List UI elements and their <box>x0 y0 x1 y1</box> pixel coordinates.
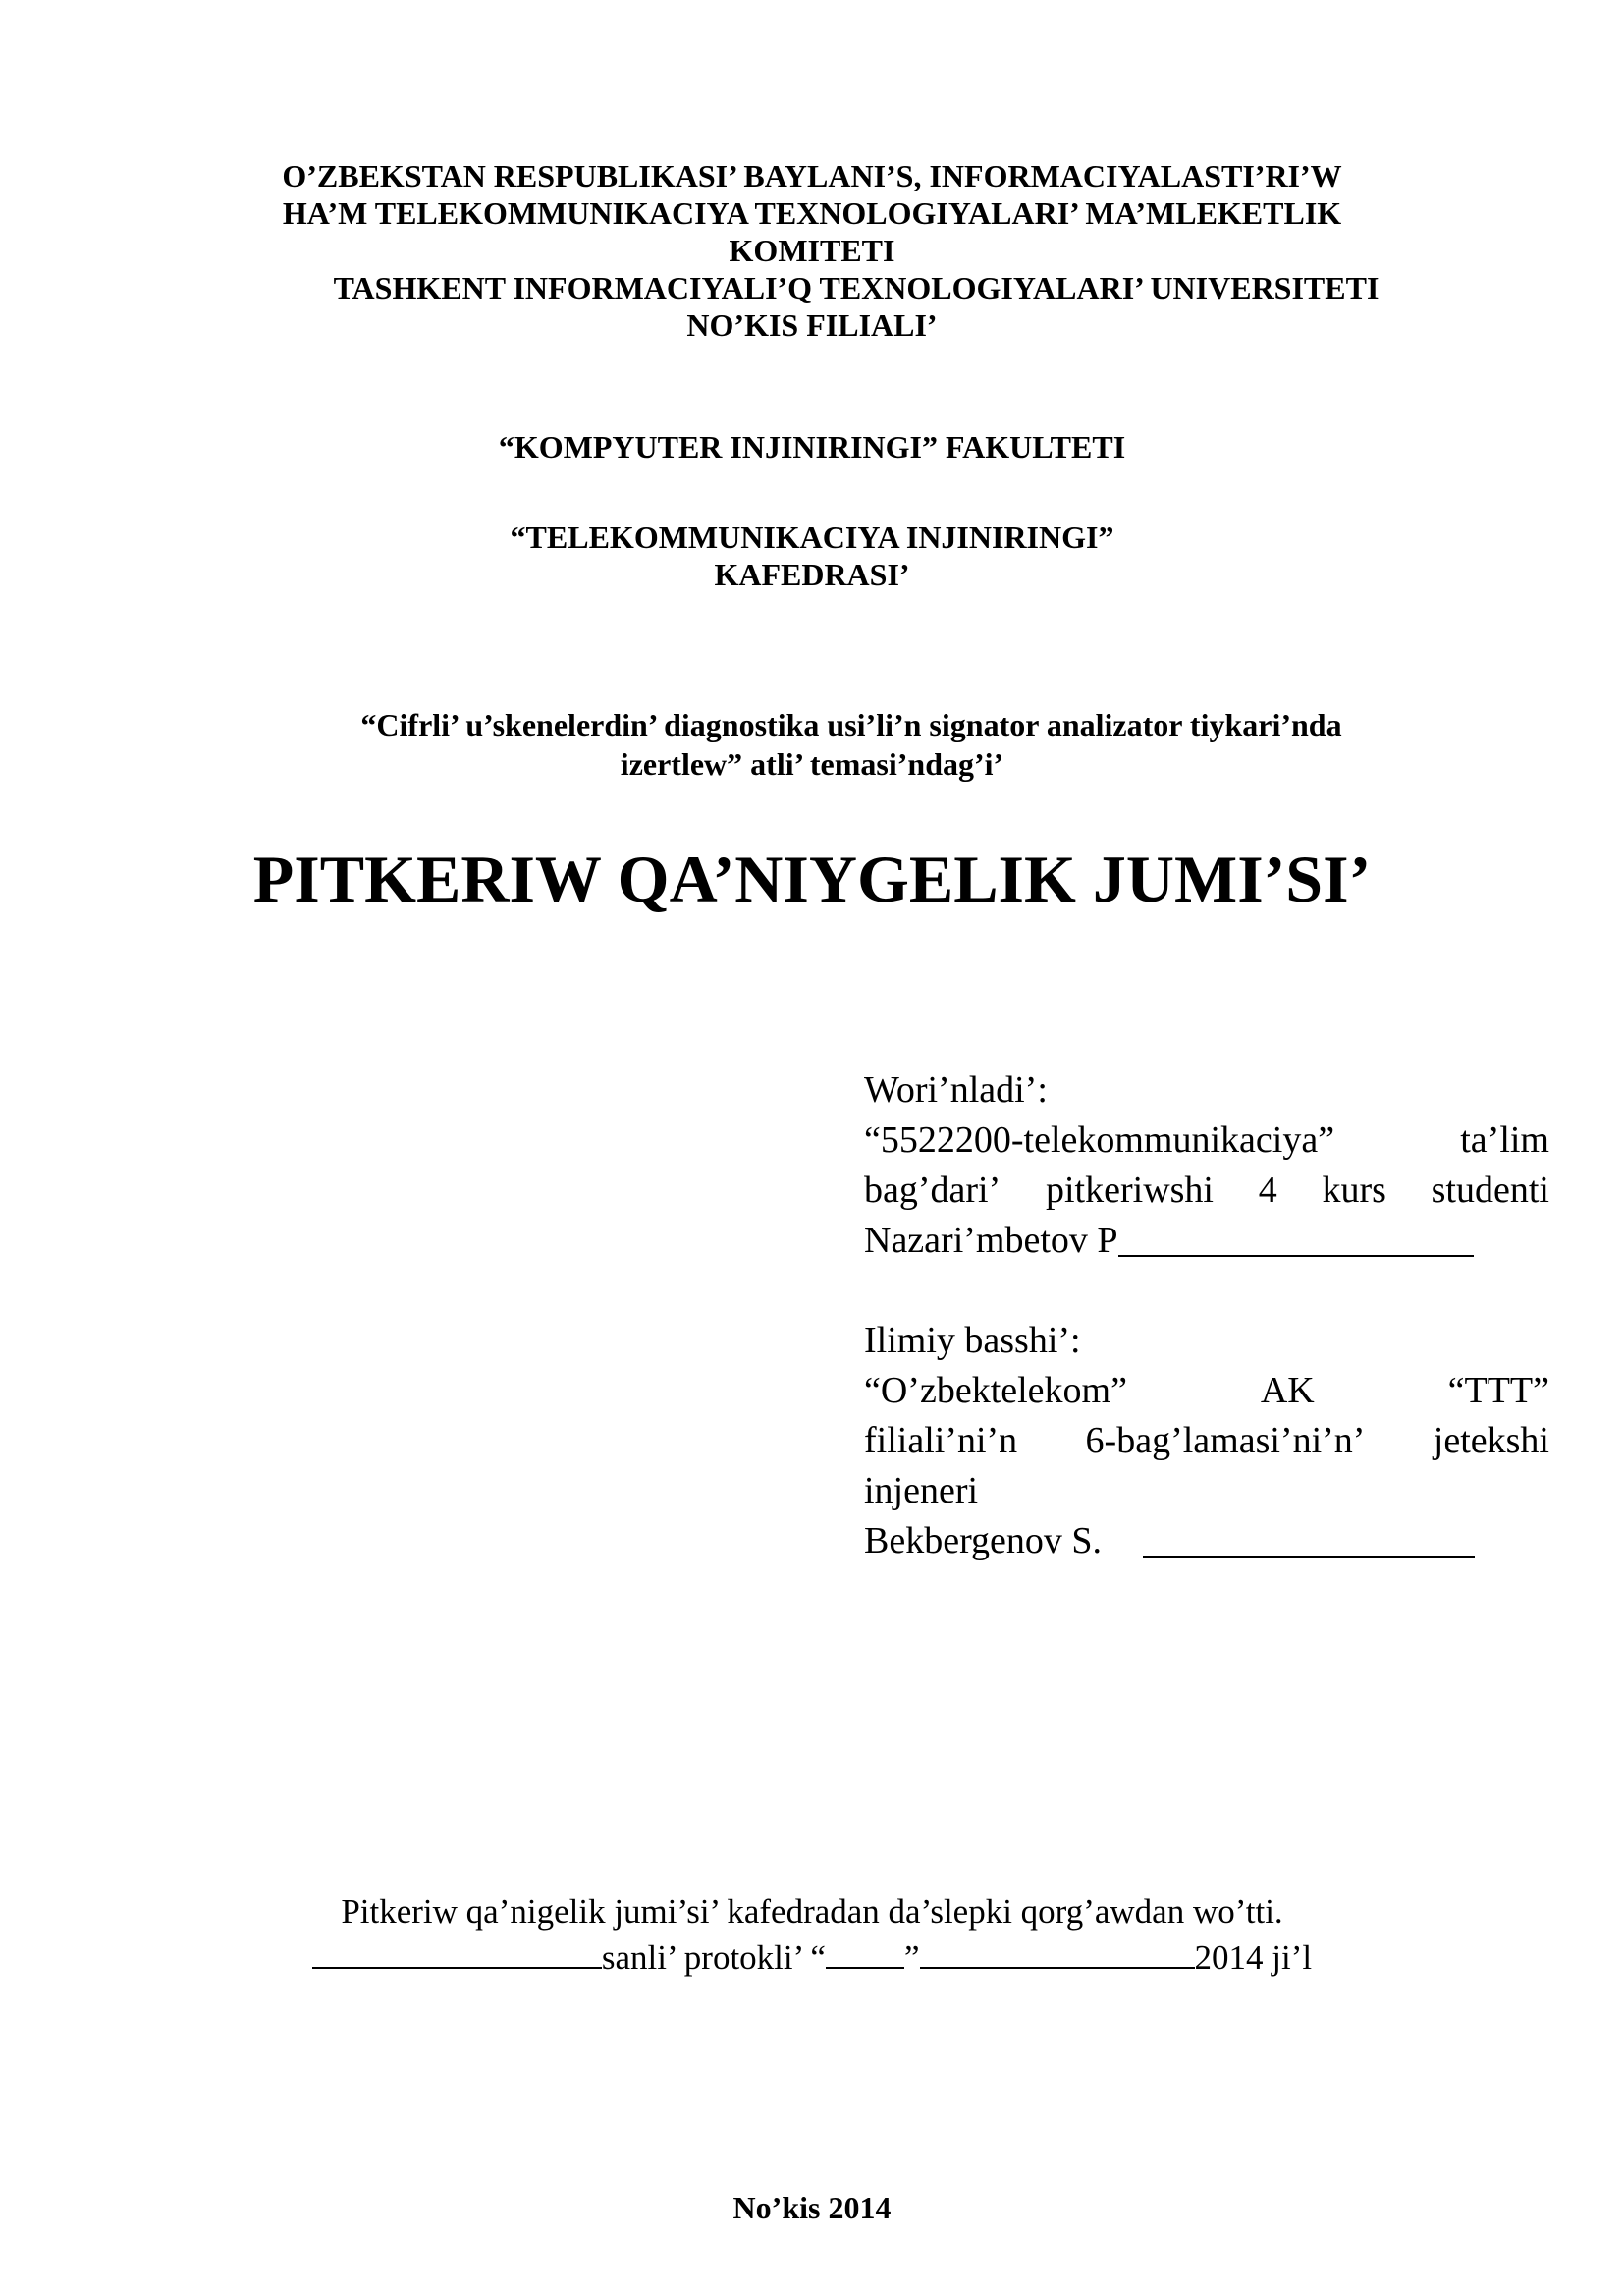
place-year: No’kis 2014 <box>732 2190 892 2225</box>
org-type: AK <box>1260 1370 1315 1411</box>
branch-word-3: jetekshi <box>1433 1420 1549 1461</box>
ministry-header <box>0 157 1624 344</box>
defense-note <box>0 1890 1624 1980</box>
document-title: PITKERIW QA’NIYGELIK JUMI’SI’ <box>252 842 1372 916</box>
supervisor-role-line: injeneri <box>864 1470 979 1511</box>
protocol-number-blank <box>312 1934 602 1969</box>
department-line-2: KAFEDRASI’ <box>714 557 910 592</box>
author-block <box>864 1066 1549 1266</box>
supervisor-org-line <box>864 1366 1549 1416</box>
faculty-name: “KOMPYUTER INJINIRINGI” FAKULTETI <box>498 429 1126 465</box>
topic-line-2: izertlew” atli’ temasi’ndag’i’ <box>620 746 1004 782</box>
protocol-year: 2014 ji’l <box>1194 1939 1313 1977</box>
supervisor-branch-line <box>864 1416 1549 1466</box>
supervisor-name: Bekbergenov S. <box>864 1520 1103 1561</box>
protocol-quote-close: ” <box>903 1939 920 1977</box>
author-course-line <box>864 1166 1549 1216</box>
branch-word-2: 6-bag’lamasi’ni’n’ <box>1085 1420 1366 1461</box>
supervisor-block <box>864 1316 1549 1566</box>
protocol-label: sanli’ protokli’ “ <box>601 1939 826 1977</box>
supervisor-heading: Ilimiy basshi’: <box>864 1320 1081 1361</box>
author-name: Nazari’mbetov P <box>864 1220 1118 1261</box>
topic-line-1: “Cifrli’ u’skenelerdin’ diagnostika usi’li’n signator analizator tiykari’nda <box>360 707 1342 742</box>
header-line-5: NO’KIS FILIALI’ <box>686 307 938 343</box>
protocol-day-blank <box>826 1934 904 1969</box>
department-line-1: “TELEKOMMUNIKACIYA INJINIRINGI” <box>510 519 1114 555</box>
header-line-1: O’ZBEKSTAN RESPUBLIKASI’ BAYLANI’S, INFORMACIYALASTI’RI’W <box>282 158 1342 193</box>
author-heading: Wori’nladi’: <box>864 1069 1048 1111</box>
course-word-3: kurs <box>1322 1170 1386 1211</box>
course-number: 4 <box>1258 1170 1277 1211</box>
department-name <box>0 519 1624 593</box>
author-program-line <box>864 1116 1549 1166</box>
thesis-topic <box>0 705 1624 784</box>
protocol-line <box>0 1934 1624 1980</box>
header-line-4: TASHKENT INFORMACIYALI’Q TEXNOLOGIYALARI’ UNIVERSITETI <box>333 270 1380 305</box>
org-branch: “TTT” <box>1447 1370 1549 1411</box>
header-line-3: KOMITETI <box>729 233 895 268</box>
program-word: ta’lim <box>1460 1120 1549 1161</box>
defense-line: Pitkeriw qa’nigelik jumi’si’ kafedradan da’slepki qorg’awdan wo’tti. <box>341 1892 1283 1931</box>
author-signature-line <box>1118 1216 1474 1257</box>
program-name: “5522200-telekommunikaciya” <box>864 1120 1335 1161</box>
course-word-2: pitkeriwshi <box>1046 1170 1214 1211</box>
supervisor-name-line <box>864 1516 1549 1566</box>
protocol-month-blank <box>920 1934 1195 1969</box>
course-word-1: bag’dari’ <box>864 1170 1001 1211</box>
header-line-2: HA’M TELEKOMMUNIKACIYA TEXNOLOGIYALARI’ MA’MLEKETLIK <box>282 195 1342 231</box>
supervisor-signature-line <box>1143 1516 1475 1558</box>
author-name-line <box>864 1216 1549 1266</box>
branch-word-1: filiali’ni’n <box>864 1420 1018 1461</box>
org-name: “O’zbektelekom” <box>864 1370 1127 1411</box>
course-word-4: studenti <box>1431 1170 1549 1211</box>
